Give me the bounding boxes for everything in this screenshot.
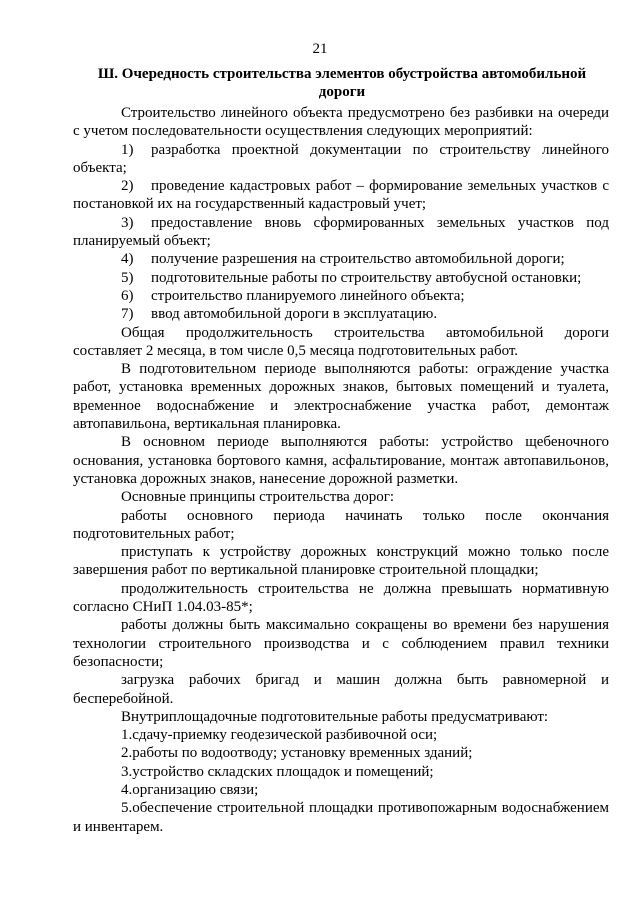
principle-item: загрузка рабочих бригад и машин должна быть равномерной и бесперебойной. bbox=[73, 672, 609, 707]
measure-item bbox=[73, 250, 609, 268]
prep-period-paragraph: В подготовительном периоде выполняются работы: ограждение участка работ, установка временных дорожных знаков, бытовых помещений и туалета, временное водоснабжение и электроснабжение участка работ, демонтаж автопавильона, вертикальная планировка. bbox=[73, 361, 609, 433]
measure-number: 7) bbox=[121, 306, 134, 323]
measure-item bbox=[73, 177, 609, 214]
measure-item bbox=[73, 305, 609, 323]
measure-number: 1) bbox=[121, 141, 134, 158]
measure-text: предоставление вновь сформированных земельных участков под планируемый объект; bbox=[73, 214, 609, 250]
document-body bbox=[73, 104, 609, 836]
measure-text: подготовительные работы по строительству автобусной остановки; bbox=[151, 269, 582, 286]
measure-item bbox=[73, 287, 609, 305]
measure-item bbox=[73, 141, 609, 178]
measure-number: 2) bbox=[121, 178, 134, 195]
measure-item bbox=[73, 269, 609, 287]
site-prep-title: Внутриплощадочные подготовительные работы предусматривают: bbox=[121, 708, 549, 725]
site-prep-item: 1.сдачу-приемку геодезической разбивочной оси; bbox=[121, 727, 438, 744]
principles-title: Основные принципы строительства дорог: bbox=[121, 489, 395, 506]
principle-item: работы основного периода начинать только после окончания подготовительных работ; bbox=[73, 507, 609, 542]
site-prep-item: 3.устройство складских площадок и помещений; bbox=[121, 763, 434, 780]
principle-item: приступать к устройству дорожных конструкций можно только после завершения работ по вертикальной планировке строительной площадки; bbox=[73, 544, 609, 579]
site-prep-item: 5.обеспечение строительной площадки противопожарным водоснабжением и инвентарем. bbox=[73, 800, 609, 835]
main-period-paragraph: В основном периоде выполняются работы: устройство щебеночного основания, установка бортового камня, асфальтирование, монтаж автопавильонов, установка дорожных знаков, нанесение дорожной разметки. bbox=[73, 434, 609, 487]
site-prep-item: 2.работы по водоотводу; установку временных зданий; bbox=[121, 745, 473, 762]
measure-text: проведение кадастровых работ – формирование земельных участков с постановкой их на государственный кадастровый учет; bbox=[73, 178, 609, 213]
measure-text: строительство планируемого линейного объекта; bbox=[151, 287, 465, 304]
measure-number: 6) bbox=[121, 287, 134, 304]
page-number: 21 bbox=[312, 41, 328, 57]
principle-item: работы должны быть максимально сокращены во времени без нарушения технологии строительного производства и с соблюдением правил техники безопасности; bbox=[73, 617, 609, 670]
measure-item bbox=[73, 214, 609, 251]
duration-paragraph: Общая продолжительность строительства автомобильной дороги составляет 2 месяца, в том числе 0,5 месяца подготовительных работ. bbox=[73, 324, 609, 359]
measure-number: 3) bbox=[121, 214, 134, 231]
site-prep-item: 4.организацию связи; bbox=[121, 781, 259, 798]
measure-number: 5) bbox=[121, 269, 134, 286]
measure-text: ввод автомобильной дороги в эксплуатацию. bbox=[151, 306, 438, 323]
section-heading: Ш. Очередность строительства элементов обустройства автомобильной дороги bbox=[97, 66, 587, 100]
intro-paragraph: Строительство линейного объекта предусмотрено без разбивки на очереди с учетом последовательности осуществления следующих мероприятий: bbox=[73, 105, 609, 140]
measure-number: 4) bbox=[121, 251, 134, 268]
measure-text: получение разрешения на строительство автомобильной дороги; bbox=[151, 251, 565, 268]
principle-item: продолжительность строительства не должна превышать нормативную согласно СНиП 1.04.03-85*; bbox=[73, 580, 609, 616]
measure-text: разработка проектной документации по строительству линейного объекта; bbox=[73, 141, 609, 176]
